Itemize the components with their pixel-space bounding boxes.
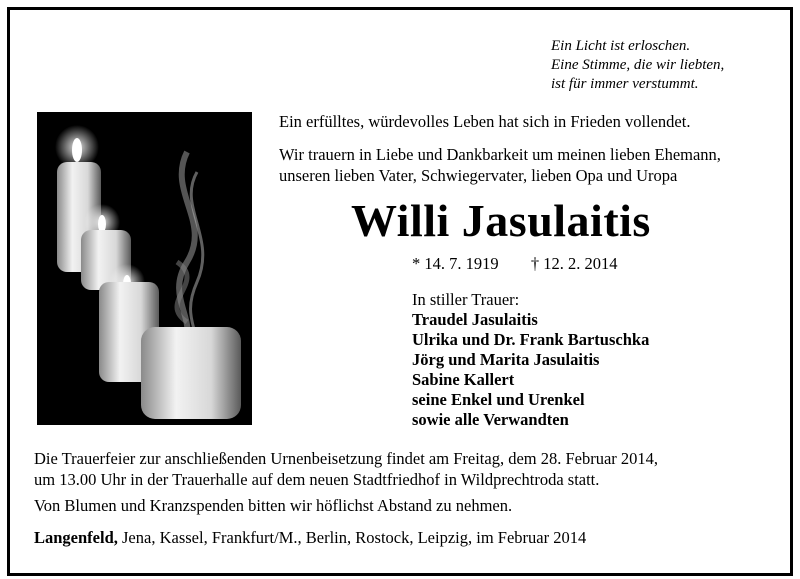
mourning-line: unseren lieben Vater, Schwiegervater, lieben Opa und Uropa	[279, 166, 678, 185]
mourning-text	[279, 144, 721, 186]
funeral-line: um 13.00 Uhr in der Trauerhalle auf dem neuen Stadtfriedhof in Wildprechtroda statt.	[34, 470, 600, 489]
flowers-request: Von Blumen und Kranzspenden bitten wir höflichst Abstand zu nehmen.	[34, 496, 513, 515]
funeral-line: Die Trauerfeier zur anschließenden Urnenbeisetzung findet am Freitag, dem 28. Februar 2014,	[34, 449, 659, 468]
survivors-label: In stiller Trauer:	[412, 290, 520, 309]
death-date: † 12. 2. 2014	[530, 254, 618, 273]
poem-line: ist für immer verstummt.	[551, 76, 699, 92]
candles-image	[37, 112, 252, 425]
intro-text: Ein erfülltes, würdevolles Leben hat sich in Frieden vollendet.	[279, 112, 691, 131]
poem-line: Ein Licht ist erloschen.	[551, 38, 691, 54]
mourning-line: Wir trauern in Liebe und Dankbarkeit um meinen lieben Ehemann,	[279, 145, 721, 164]
survivor-name: Sabine Kallert	[412, 370, 515, 389]
survivor-name: Ulrika und Dr. Frank Bartuschka	[412, 330, 650, 349]
poem-line: Eine Stimme, die wir liebten,	[551, 57, 725, 73]
funeral-info	[34, 448, 658, 490]
candles-photo	[37, 112, 252, 425]
birth-date: * 14. 7. 1919	[412, 254, 499, 273]
deceased-name: Willi Jasulaitis	[351, 195, 651, 246]
survivor-name: seine Enkel und Urenkel	[412, 390, 585, 409]
life-dates	[412, 253, 618, 274]
survivor-name: sowie alle Verwandten	[412, 410, 569, 429]
signature-rest: Jena, Kassel, Frankfurt/M., Berlin, Rostock, Leipzig, im Februar 2014	[117, 528, 587, 547]
survivor-name: Traudel Jasulaitis	[412, 310, 538, 329]
obituary-notice	[7, 7, 793, 576]
signature-place: Langenfeld,	[34, 528, 118, 547]
survivors-list	[412, 289, 649, 430]
survivor-name: Jörg und Marita Jasulaitis	[412, 350, 600, 369]
poem	[551, 37, 724, 94]
signature-line	[34, 527, 586, 548]
